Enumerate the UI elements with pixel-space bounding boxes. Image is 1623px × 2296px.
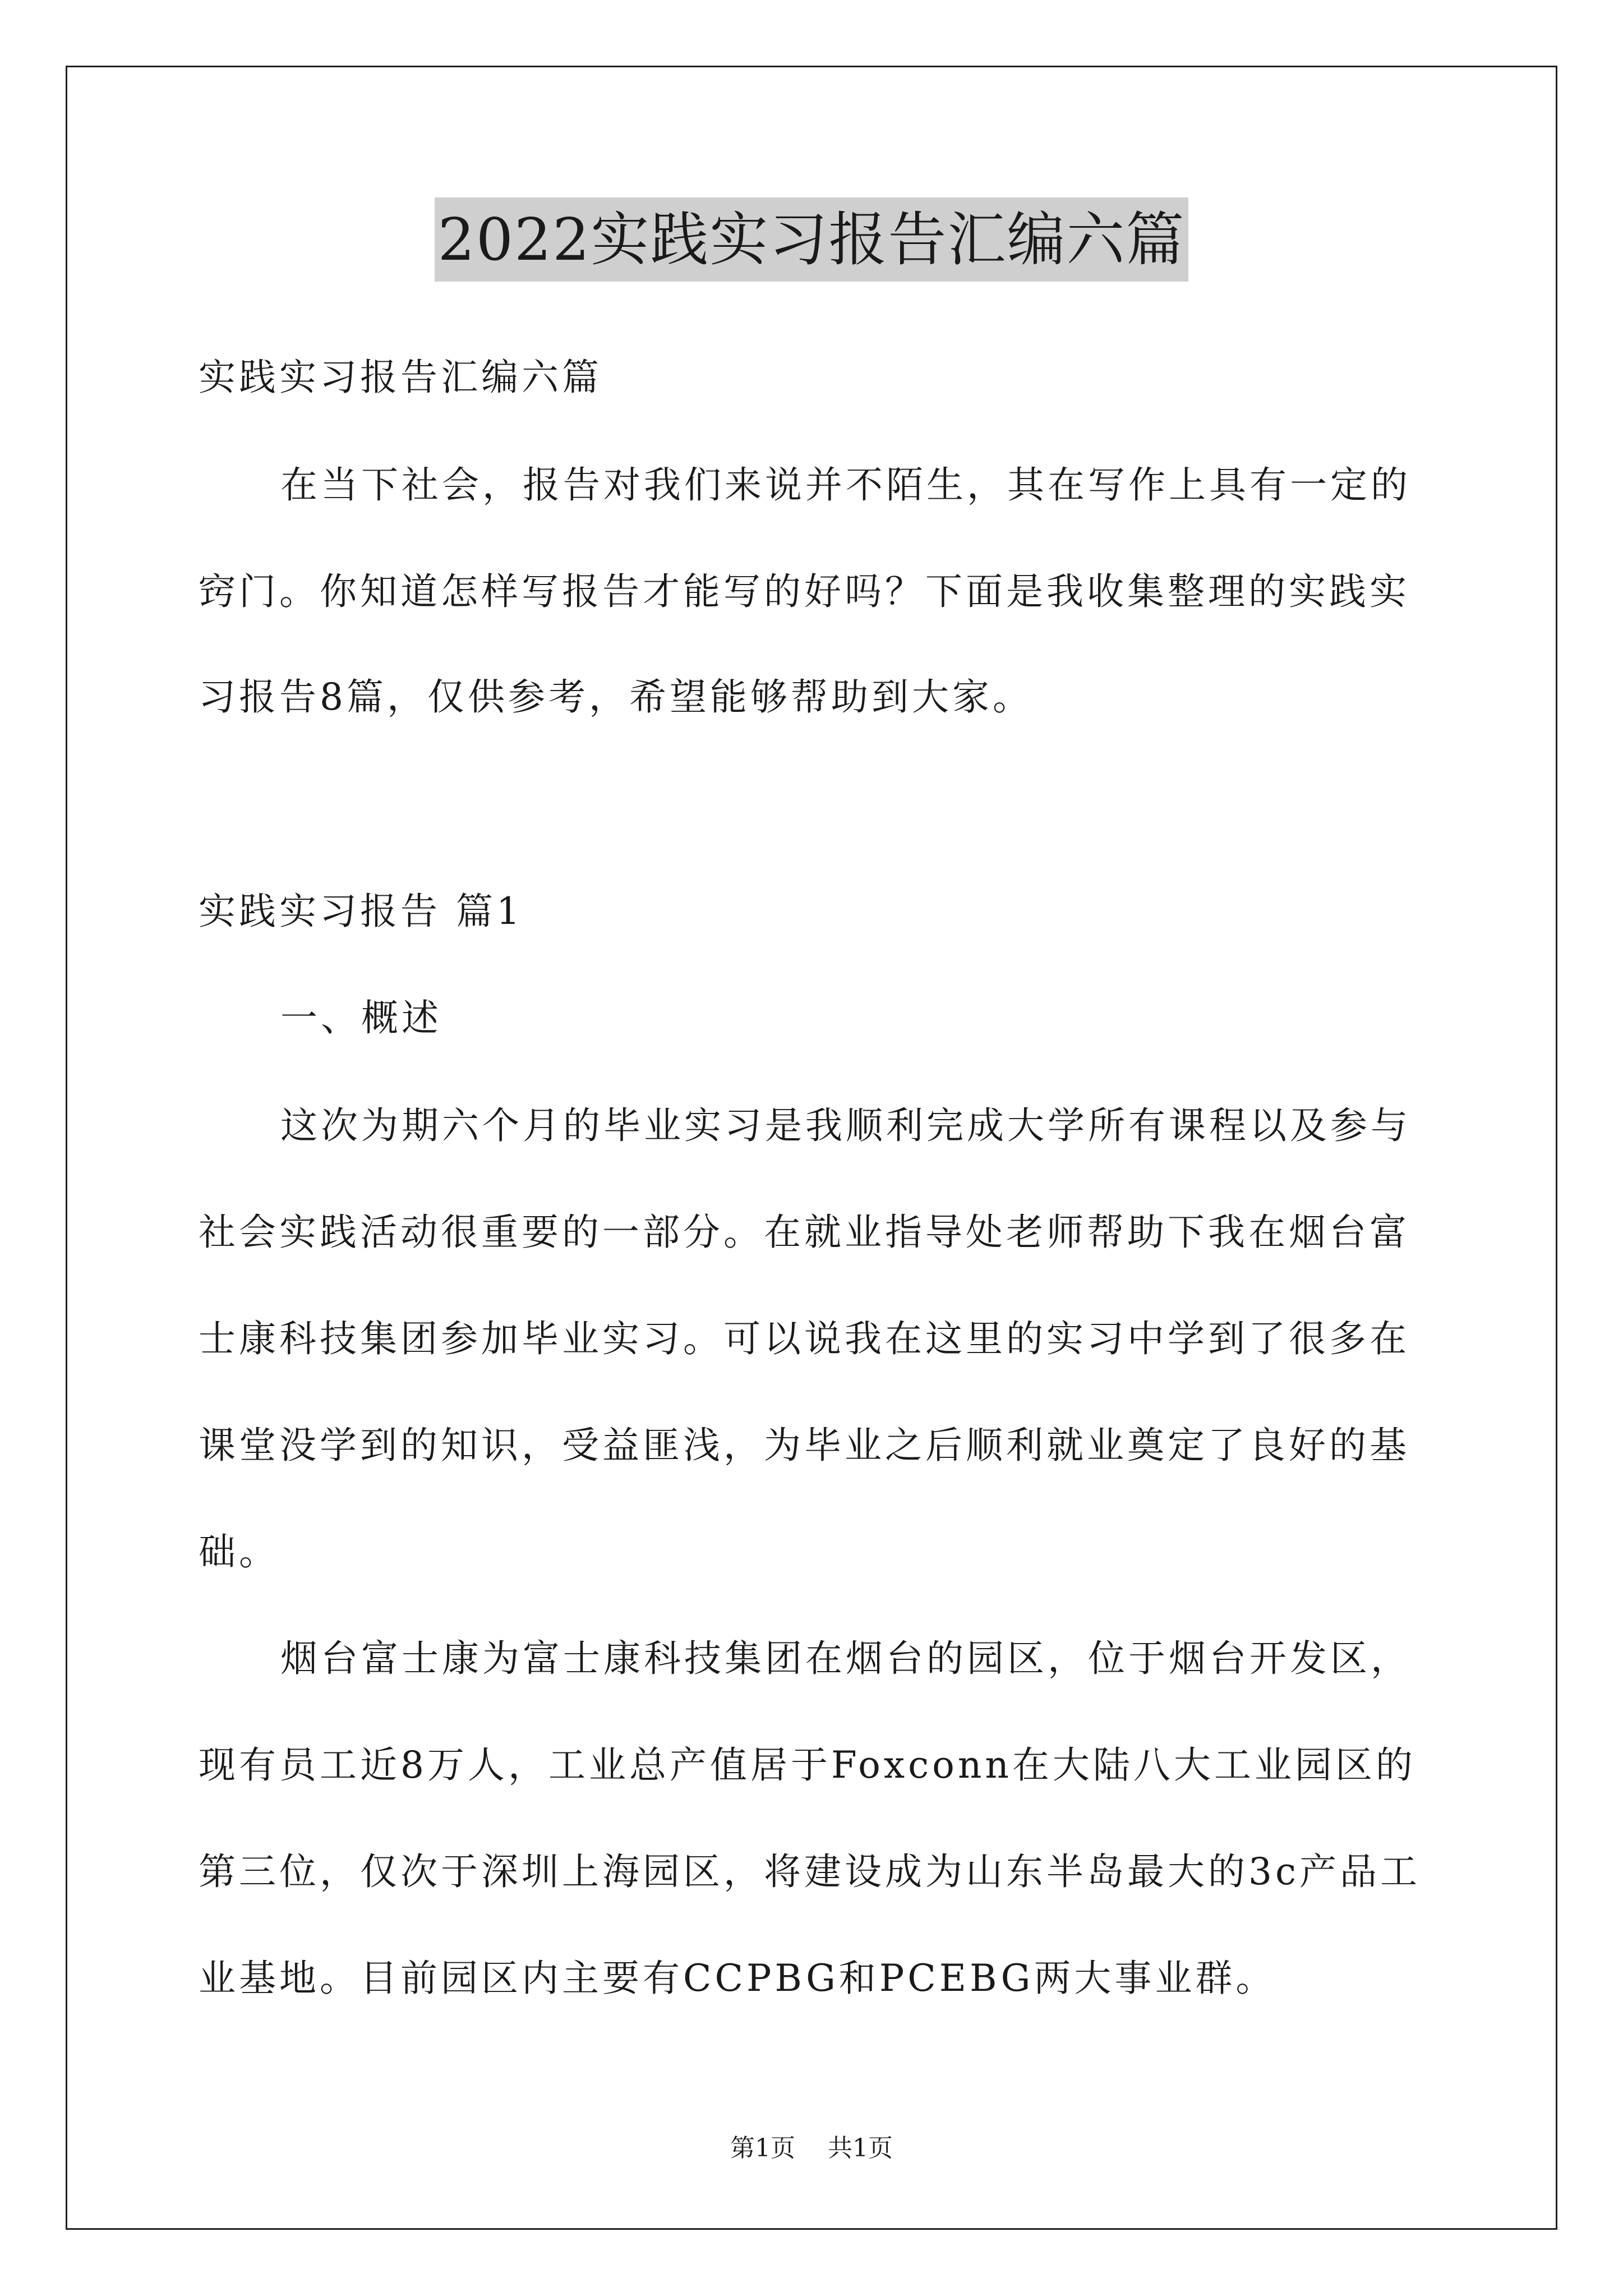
section-heading: 实践实习报告 篇1 <box>199 890 523 933</box>
title-container <box>0 197 1623 282</box>
document-title: 2022实践实习报告汇编六篇 <box>435 197 1189 282</box>
page-number: 第1页 <box>730 2134 795 2162</box>
paragraph1-line-2: 社会实践活动很重要的一部分。在就业指导处老师帮助下我在烟台富 <box>199 1211 1410 1254</box>
page-footer <box>0 2132 1623 2165</box>
overview-heading: 一、概述 <box>280 996 442 1039</box>
paragraph1-line-5: 础。 <box>199 1530 279 1573</box>
paragraph1-line-1: 这次为期六个月的毕业实习是我顺利完成大学所有课程以及参与 <box>280 1104 1411 1147</box>
intro-line-1: 在当下社会，报告对我们来说并不陌生，其在写作上具有一定的 <box>280 463 1411 507</box>
intro-line-3: 习报告8篇，仅供参考，希望能够帮助到大家。 <box>199 675 1033 719</box>
page-total: 共1页 <box>828 2134 893 2162</box>
paragraph2-line-1: 烟台富士康为富士康科技集团在烟台的园区，位于烟台开发区， <box>280 1637 1411 1680</box>
intro-line-2: 窍门。你知道怎样写报告才能写的好吗？下面是我收集整理的实践实 <box>199 570 1410 613</box>
paragraph2-line-2: 现有员工近8万人，工业总产值居于Foxconn在大陆八大工业园区的 <box>199 1743 1416 1787</box>
paragraph1-line-3: 士康科技集团参加毕业实习。可以说我在这里的实习中学到了很多在 <box>199 1317 1410 1360</box>
paragraph2-line-3: 第三位，仅次于深圳上海园区，将建设成为山东半岛最大的3c产品工 <box>199 1850 1421 1893</box>
paragraph1-line-4: 课堂没学到的知识，受益匪浅，为毕业之后顺利就业奠定了良好的基 <box>199 1424 1410 1467</box>
document-subtitle: 实践实习报告汇编六篇 <box>199 356 602 399</box>
paragraph2-line-4: 业基地。目前园区内主要有CCPBG和PCEBG两大事业群。 <box>199 1957 1276 2000</box>
